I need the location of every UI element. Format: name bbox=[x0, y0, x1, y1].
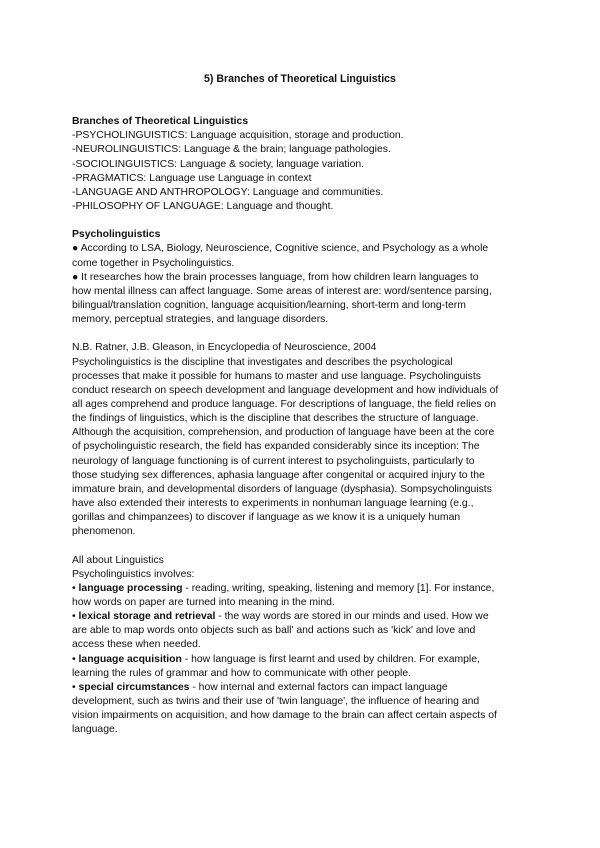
about-intro: Psycholinguistics involves: bbox=[72, 568, 195, 580]
branch-item: -PSYCHOLINGUISTICS: Language acquisition, storage and production. bbox=[72, 130, 404, 142]
paragraph-line: Psycholinguistics is the discipline that investigates and describes the psychological bbox=[72, 356, 453, 368]
psycho-line: ● It researches how the brain processes language, from how children learn languages to bbox=[72, 271, 479, 283]
paragraph-line: have also extended their interests to experiments in nonhuman language learning (e.g., bbox=[72, 498, 474, 510]
paragraph-line: immature brain, and developmental disorders of language (dysphasia). Sompsycholinguists bbox=[72, 483, 492, 495]
branch-item: -PRAGMATICS: Language use Language in context bbox=[72, 172, 312, 184]
bullet-text: - reading, writing, speaking, listening and memory [1]. For instance, bbox=[182, 582, 495, 594]
branch-item: -PHILOSOPHY OF LANGUAGE: Language and thought. bbox=[72, 201, 334, 213]
bullet-text: are able to map words onto objects such as ball' and actions such as 'kick' and love and bbox=[72, 625, 476, 637]
branch-item: -LANGUAGE AND ANTHROPOLOGY: Language and communities. bbox=[72, 186, 384, 198]
bullet-marker: • bbox=[72, 653, 79, 665]
bullet-term: language acquisition bbox=[78, 653, 182, 665]
about-heading: All about Linguistics bbox=[72, 554, 164, 566]
psycho-line: bilingual/translation cognition, language acquisition/learning, short-term and long-term bbox=[72, 300, 466, 312]
bullet-language-acquisition bbox=[72, 653, 528, 681]
paragraph-line: of psycholinguistic research, the field has expanded considerably since its inception: The bbox=[72, 441, 480, 453]
psycholinguistics-heading: Psycholinguistics bbox=[72, 229, 161, 241]
psycho-line: how mental illness can affect language. Some areas of interest are: word/sentence parsing, bbox=[72, 285, 492, 297]
paragraph-line: phenomenon. bbox=[72, 526, 136, 538]
psycho-line: memory, perceptual strategies, and language disorders. bbox=[72, 314, 329, 326]
bullet-marker: • bbox=[72, 582, 79, 594]
bullet-term: language processing bbox=[78, 582, 183, 594]
bullet-term: special circumstances bbox=[78, 681, 190, 693]
bullet-language-processing bbox=[72, 582, 528, 610]
bullet-text: learning the rules of grammar and how to communicate with other people. bbox=[72, 667, 412, 679]
ratner-section bbox=[72, 341, 528, 539]
bullet-term: lexical storage and retrieval bbox=[78, 611, 216, 623]
bullet-text: language. bbox=[72, 724, 118, 736]
bullet-marker: • bbox=[72, 611, 79, 623]
psycholinguistics-section bbox=[72, 228, 528, 327]
paragraph-line: those studying sex differences, aphasia language after congenital or acquired injury to the bbox=[72, 469, 485, 481]
paragraph-line: Although the acquisition, comprehension, and production of language have been at the core bbox=[72, 427, 495, 439]
branches-section bbox=[72, 115, 528, 214]
paragraph-line: conduct research on speech development and language development and how individuals of bbox=[72, 384, 499, 396]
bullet-marker: • bbox=[72, 681, 79, 693]
paragraph-line: neurology of language functioning is of current interest to psycholinguists, particularly to bbox=[72, 455, 475, 467]
bullet-text: access these when needed. bbox=[72, 639, 201, 651]
bullet-text: - the way words are stored in our minds and used. How we bbox=[215, 611, 489, 623]
psycho-line: come together in Psycholinguistics. bbox=[72, 257, 235, 269]
bullet-text: vision impairments on acquisition, and how damage to the brain can affect certain aspects of bbox=[72, 710, 497, 722]
psycho-line: ● According to LSA, Biology, Neuroscience, Cognitive science, and Psychology as a whole bbox=[72, 243, 489, 255]
bullet-text: - how language is first learnt and used by children. For example, bbox=[181, 653, 480, 665]
branch-item: -SOCIOLINGUISTICS: Language & society, language variation. bbox=[72, 158, 365, 170]
paragraph-line: the findings of linguistics, which is the discipline that describes the structure of language. bbox=[72, 413, 479, 425]
paragraph-line: gorillas and chimpanzees) to discover if language as we know it is a uniquely human bbox=[72, 512, 461, 524]
about-section bbox=[72, 554, 528, 738]
branch-item: -NEUROLINGUISTICS: Language & the brain; language pathologies. bbox=[72, 144, 391, 156]
bullet-text: development, such as twins and their use of 'twin language', the influence of hearing and bbox=[72, 696, 480, 708]
bullet-special-circumstances bbox=[72, 681, 528, 738]
page-title: 5) Branches of Theoretical Linguistics bbox=[204, 73, 396, 85]
bullet-lexical-storage bbox=[72, 610, 528, 652]
bullet-text: how words on paper are turned into meaning in the mind. bbox=[72, 597, 335, 608]
bullet-text: - how internal and external factors can impact language bbox=[189, 681, 448, 693]
paragraph-line: processes that make it possible for humans to master and use language. Psycholinguists bbox=[72, 370, 481, 382]
paragraph-line: all ages comprehend and produce language. For descriptions of language, the field relies on bbox=[72, 398, 496, 410]
citation-line: N.B. Ratner, J.B. Gleason, in Encyclopedia of Neuroscience, 2004 bbox=[72, 342, 377, 354]
branches-heading: Branches of Theoretical Linguistics bbox=[72, 116, 249, 128]
